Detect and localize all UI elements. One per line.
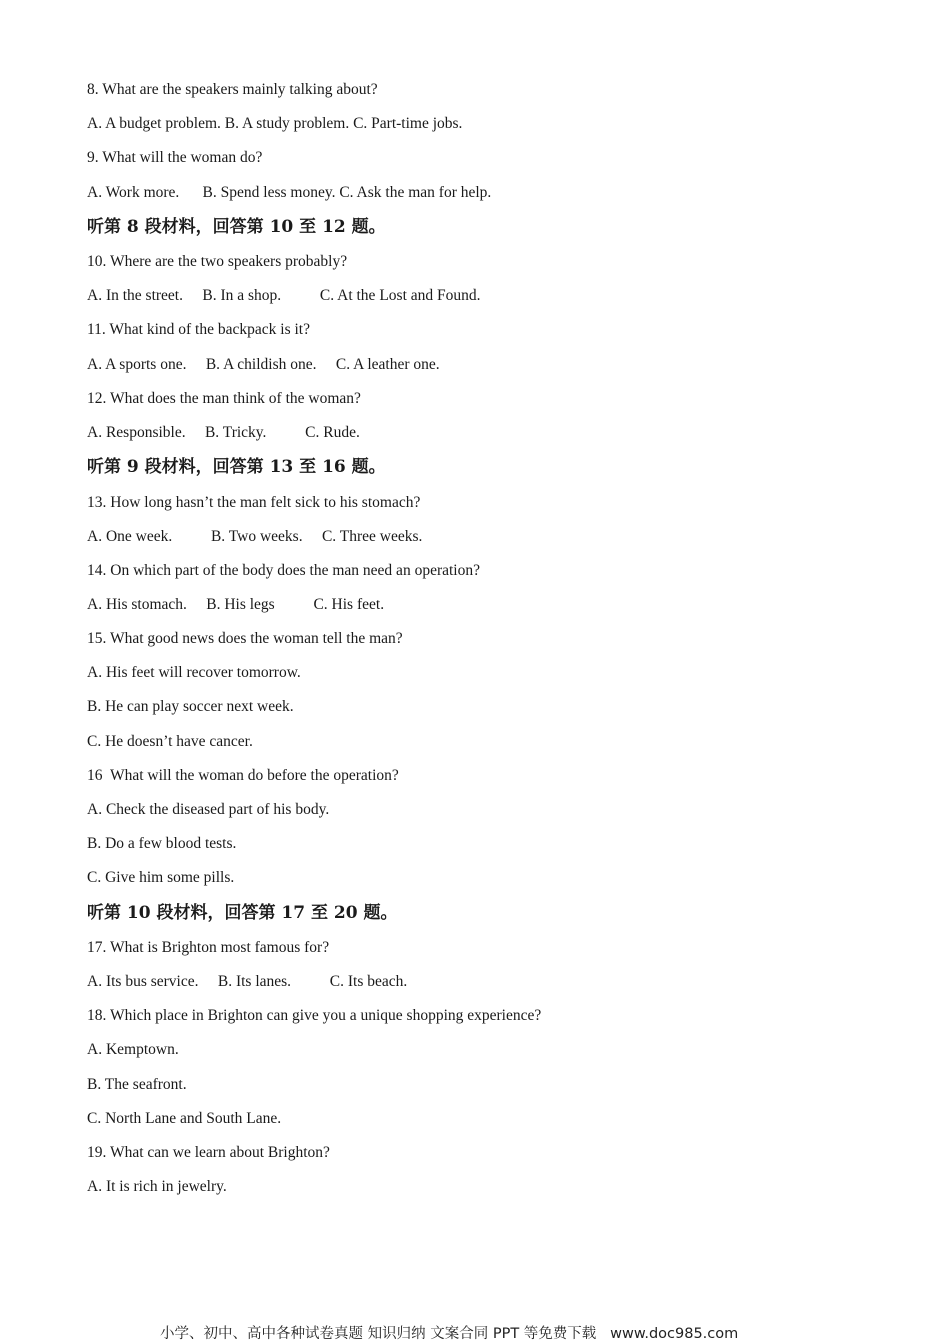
question-11: 11. What kind of the backpack is it? xyxy=(87,321,310,338)
question-16: 16 What will the woman do before the operation? xyxy=(87,767,399,784)
options-12: A. Responsible. B. Tricky. C. Rude. xyxy=(87,424,360,441)
question-19: 19. What can we learn about Brighton? xyxy=(87,1144,330,1161)
section-heading-9: 听第 9 段材料，回答第 13 至 16 题。 xyxy=(87,457,386,477)
option-15c: C. He doesn’t have cancer. xyxy=(87,733,253,750)
options-8: A. A budget problem. B. A study problem. C. Part-time jobs. xyxy=(87,115,463,132)
option-15a: A. His feet will recover tomorrow. xyxy=(87,664,301,681)
question-9: 9. What will the woman do? xyxy=(87,149,263,166)
section-heading-8: 听第 8 段材料，回答第 10 至 12 题。 xyxy=(87,217,386,237)
option-18a: A. Kemptown. xyxy=(87,1041,179,1058)
option-18b: B. The seafront. xyxy=(87,1076,187,1093)
options-13: A. One week. B. Two weeks. C. Three weeks. xyxy=(87,528,423,545)
option-15b: B. He can play soccer next week. xyxy=(87,698,294,715)
question-15: 15. What good news does the woman tell the man? xyxy=(87,630,403,647)
options-11: A. A sports one. B. A childish one. C. A leather one. xyxy=(87,356,440,373)
options-10: A. In the street. B. In a shop. C. At the Lost and Found. xyxy=(87,287,481,304)
options-17: A. Its bus service. B. Its lanes. C. Its beach. xyxy=(87,973,408,990)
option-16b: B. Do a few blood tests. xyxy=(87,835,237,852)
question-17: 17. What is Brighton most famous for? xyxy=(87,939,330,956)
option-19a: A. It is rich in jewelry. xyxy=(87,1178,227,1195)
question-14: 14. On which part of the body does the man need an operation? xyxy=(87,562,480,579)
question-18: 18. Which place in Brighton can give you a unique shopping experience? xyxy=(87,1007,542,1024)
options-14: A. His stomach. B. His legs C. His feet. xyxy=(87,596,385,613)
option-18c: C. North Lane and South Lane. xyxy=(87,1110,282,1127)
option-16c: C. Give him some pills. xyxy=(87,869,235,886)
options-9: A. Work more. B. Spend less money. C. Ask the man for help. xyxy=(87,184,492,201)
question-12: 12. What does the man think of the woman? xyxy=(87,390,361,407)
page-footer: 小学、初中、高中各种试卷真题 知识归纳 文案合同 PPT 等免费下载 www.doc985.com xyxy=(160,1326,739,1342)
section-heading-10: 听第 10 段材料，回答第 17 至 20 题。 xyxy=(87,903,398,923)
question-13: 13. How long hasn’t the man felt sick to his stomach? xyxy=(87,494,421,511)
question-8: 8. What are the speakers mainly talking about? xyxy=(87,81,378,98)
option-16a: A. Check the diseased part of his body. xyxy=(87,801,330,818)
question-10: 10. Where are the two speakers probably? xyxy=(87,253,348,270)
